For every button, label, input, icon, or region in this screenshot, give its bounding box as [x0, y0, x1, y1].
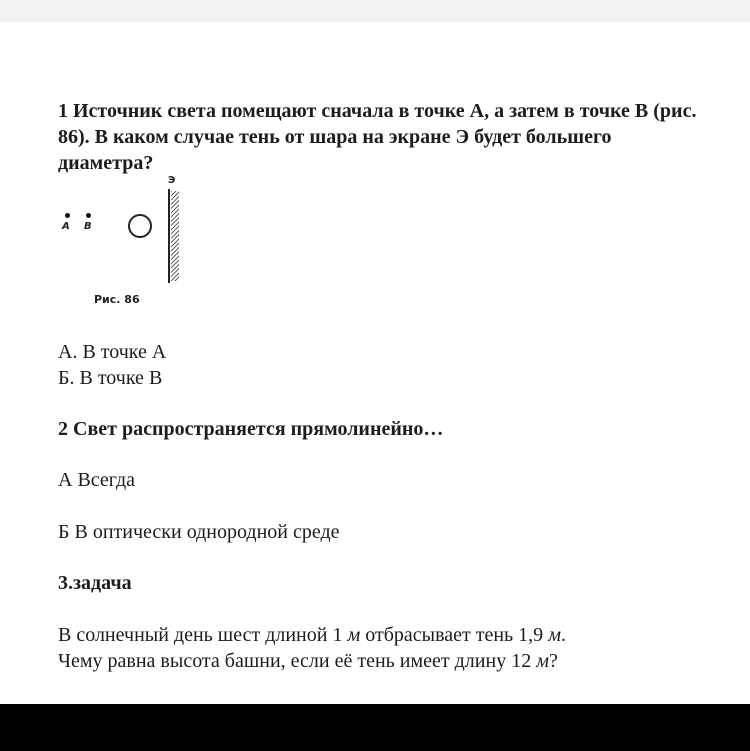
question-1-option-a: А. В точке А	[58, 341, 167, 363]
question-2-text: 2 Свет распространяется прямолинейно…	[58, 418, 444, 440]
problem-line-1	[58, 622, 718, 648]
problem-text: отбрасывает тень 1,9	[360, 624, 549, 646]
problem-text: ?	[548, 650, 558, 672]
point-b-label: B	[84, 221, 92, 232]
screen-hatching	[171, 191, 179, 281]
question-1-option-b: Б. В точке В	[58, 367, 163, 389]
screen-label: Э	[168, 175, 176, 186]
problem-text: .	[560, 624, 566, 646]
point-b-dot	[86, 213, 91, 218]
question-3-title: 3.задача	[58, 572, 132, 594]
unit-m: м	[536, 650, 549, 672]
screen-line	[168, 189, 170, 283]
problem-line-2	[58, 648, 718, 674]
figure-caption: Рис. 86	[94, 293, 140, 306]
top-bar	[0, 0, 750, 22]
unit-m: м	[548, 624, 561, 646]
question-2-option-b: Б В оптически однородной среде	[58, 521, 340, 543]
point-a-label: A	[62, 221, 70, 232]
question-3-problem	[58, 622, 718, 674]
figure-86	[50, 175, 200, 315]
problem-text: В солнечный день шест длиной 1	[58, 624, 348, 646]
problem-text: Чему равна высота башни, если её тень имеет длину 12	[58, 650, 537, 672]
unit-m: м	[347, 624, 361, 646]
bottom-bar	[0, 704, 750, 751]
ball-icon	[128, 214, 152, 238]
point-a-dot	[65, 213, 70, 218]
question-1-text: 1 Источник света помещают сначала в точке А, а затем в точке В (рис. 86). В каком случае тень от шара на экране Э будет большего диаметра?	[58, 100, 697, 174]
question-2-option-a: А Всегда	[58, 469, 136, 491]
